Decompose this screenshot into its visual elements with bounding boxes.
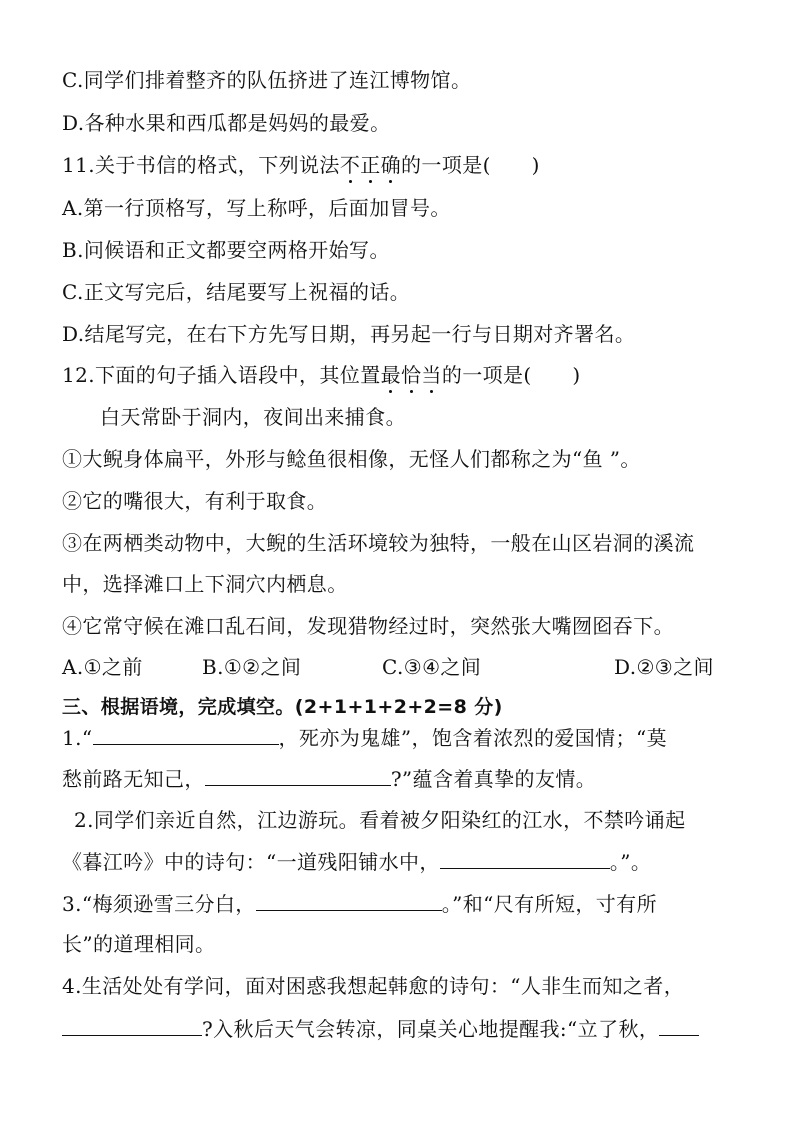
q12-sentence-4: ④它常守候在滩口乱石间，发现猎物经过时，突然张大嘴囫囵吞下。 bbox=[62, 614, 674, 638]
q12-sentence-1: ①大鲵身体扁平，外形与鲶鱼很相像，无怪人们都称之为“鱼 ”。 bbox=[62, 447, 641, 471]
answer-blank[interactable] bbox=[659, 1015, 699, 1036]
emphasis-dot-char: 恰 bbox=[401, 363, 422, 387]
fill-q2-line2 bbox=[62, 848, 651, 875]
fill-q2-text: 。”。 bbox=[609, 850, 652, 874]
fill-q3-line1 bbox=[62, 890, 657, 917]
fill-q2-text: 《暮江吟》中的诗句：“一道残阳铺水中， bbox=[62, 850, 440, 874]
q11-option-c: C.正文写完后，结尾要写上祝福的话。 bbox=[62, 280, 411, 304]
q12-sentence-2: ②它的嘴很大，有利于取食。 bbox=[62, 489, 328, 513]
q12-option-c: C.③④之间 bbox=[382, 655, 482, 679]
q11-stem-end: 的一项是( ) bbox=[401, 153, 540, 177]
answer-blank[interactable] bbox=[62, 1015, 202, 1036]
emphasis-dot-char: 不 bbox=[339, 153, 361, 177]
fill-q1-text: 愁前路无知己， bbox=[62, 767, 205, 791]
q12-option-b: B.①②之间 bbox=[202, 655, 302, 679]
answer-blank[interactable] bbox=[205, 765, 391, 786]
fill-q1-text: 1.“ bbox=[62, 726, 93, 750]
answer-blank[interactable] bbox=[93, 724, 279, 745]
q12-stem-end: 的一项是( ) bbox=[441, 363, 581, 387]
q12-stem bbox=[62, 362, 581, 388]
fill-q1-line1 bbox=[62, 724, 667, 751]
q12-option-d: D.②③之间 bbox=[614, 655, 714, 679]
answer-blank[interactable] bbox=[256, 890, 442, 911]
q11-stem bbox=[62, 152, 540, 178]
q11-option-b: B.问候语和正文都要空两格开始写。 bbox=[62, 238, 390, 262]
fill-q3-line2: 长”的道理相同。 bbox=[62, 932, 216, 956]
q12-option-a: A.①之前 bbox=[62, 655, 143, 679]
emphasis-dot-char: 确 bbox=[380, 153, 402, 177]
q11-stem-text: 11.关于书信的格式，下列说法 bbox=[62, 153, 340, 177]
answer-blank[interactable] bbox=[440, 848, 610, 869]
fill-q1-text: ?”蕴含着真挚的友情。 bbox=[390, 767, 597, 791]
q10-option-c: C.同学们排着整齐的队伍挤进了连江博物馆。 bbox=[62, 68, 472, 92]
q11-option-a: A.第一行顶格写，写上称呼，后面加冒号。 bbox=[62, 196, 451, 220]
fill-q1-line2 bbox=[62, 765, 596, 792]
fill-q2-line1: 2.同学们亲近自然，江边游玩。看着被夕阳染红的江水，不禁吟诵起 bbox=[74, 808, 686, 832]
fill-q3-text: 3.“梅须逊雪三分白， bbox=[62, 892, 256, 916]
emphasis-dot-char: 最 bbox=[380, 363, 402, 387]
q12-stem-text: 12.下面的句子插入语段中，其位置 bbox=[62, 363, 381, 387]
q12-sentence-3-line1: ③在两栖类动物中，大鲵的生活环境较为独特，一般在山区岩洞的溪流 bbox=[62, 531, 695, 555]
q10-option-d: D.各种水果和西瓜都是妈妈的最爱。 bbox=[62, 111, 391, 135]
fill-q4-line1: 4.生活处处有学问，面对困惑我想起韩愈的诗句：“人非生而知之者， bbox=[62, 974, 685, 998]
fill-q3-text: 。”和“尺有所短，寸有所 bbox=[441, 892, 657, 916]
emphasis-dot-char: 正 bbox=[360, 153, 381, 177]
q12-sentence-3-line2: 中，选择滩口上下洞穴内栖息。 bbox=[62, 572, 348, 596]
fill-q4-text: ?入秋后天气会转凉，同桌关心地提醒我:“立了秋， bbox=[202, 1017, 660, 1041]
section-3-heading: 三、根据语境，完成填空。(2+1+1+2+2=8 分) bbox=[62, 696, 503, 718]
emphasis-dot-char: 当 bbox=[421, 363, 442, 387]
fill-q4-line2 bbox=[62, 1015, 699, 1042]
q12-insert-sentence: 白天常卧于洞内，夜间出来捕食。 bbox=[100, 405, 406, 429]
fill-q1-text: ，死亦为鬼雄”，饱含着浓烈的爱国情；“莫 bbox=[278, 726, 667, 750]
q11-option-d: D.结尾写完，在右下方先写日期，再另起一行与日期对齐署名。 bbox=[62, 322, 636, 346]
